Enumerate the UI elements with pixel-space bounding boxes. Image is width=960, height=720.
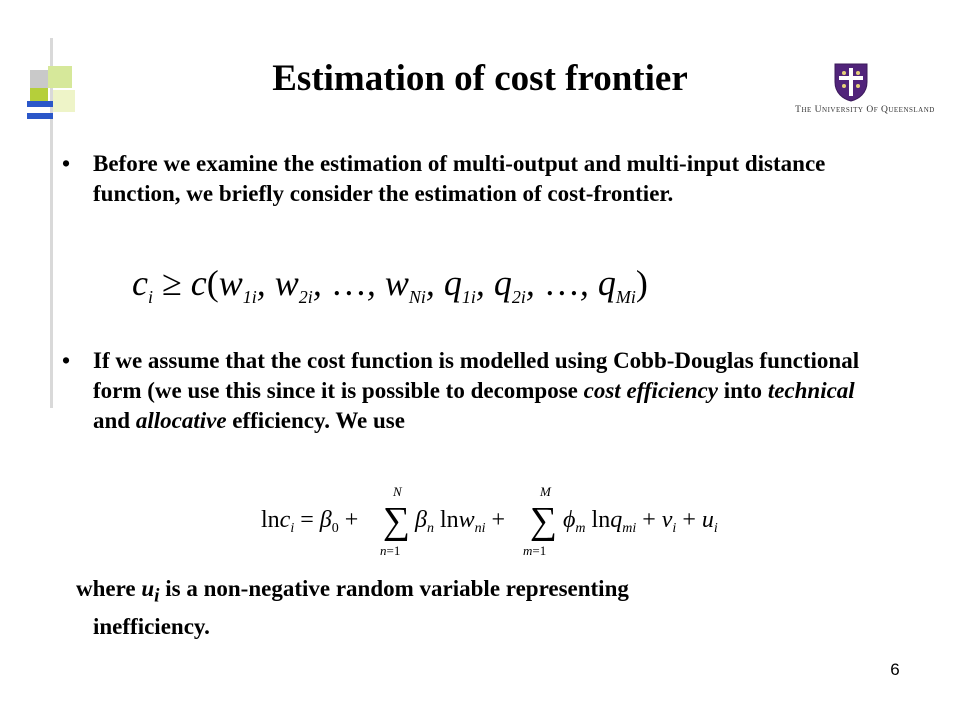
bullet-text [93, 346, 862, 436]
sum-upper-limit: M [540, 484, 551, 499]
where-text: is a non-negative random variable representing [159, 576, 629, 601]
bullet-item [62, 149, 862, 209]
logo-text: The University Of Queensland [795, 105, 935, 115]
decorative-square [48, 66, 72, 88]
cobb-douglas-equation [255, 483, 775, 563]
sum-lower-limit: m=1 [523, 543, 547, 558]
decorative-square [53, 90, 75, 112]
slide-title: Estimation of cost frontier [272, 58, 688, 99]
decorative-blue-bar [27, 101, 53, 107]
where-note [76, 574, 896, 642]
university-logo [790, 62, 940, 122]
bullet-text: Before we examine the estimation of multi-output and multi-input distance function, we briefly consider the estimation of cost-frontier. [93, 151, 826, 206]
bullet-text-segment: and [93, 408, 136, 433]
where-variable: u [141, 576, 155, 601]
sum-lower-limit: n=1 [380, 543, 401, 558]
page-number: 6 [890, 660, 900, 679]
bullet-icon: • [62, 348, 71, 373]
where-subscript: i [154, 585, 160, 607]
decorative-blue-bar [27, 113, 53, 119]
bullet-text-segment: If we assume that the cost function is modelled using Cobb-Douglas functional form (we use this since it is possible to decompose [93, 348, 860, 403]
emphasis-cost-efficiency: cost efficiency [583, 378, 718, 403]
emphasis-technical: technical [767, 378, 855, 403]
equation-term: $\phi_m$ $\ln q_{mi} + v_i + u_i$ [563, 507, 718, 536]
bullet-item [62, 346, 862, 436]
bullet-icon: • [62, 151, 71, 176]
where-text: inefficiency. [93, 613, 210, 639]
cost-frontier-inequality: $c_i \ge c(w_{1i}$, $w_{2i}$, …, $w_{Ni}$, $q_{1i}$, $q_{2i}$, …, $q_{Mi}$) [132, 263, 648, 308]
equation-term: $\beta_n$ lnw$_{ni}$ + [415, 507, 506, 536]
equation-lhs: $\ln c_i = \beta_0$ + [261, 507, 359, 536]
emphasis-allocative: allocative [135, 408, 227, 433]
sum-icon: ∑ [383, 500, 411, 542]
sum-upper-limit: N [393, 484, 402, 499]
where-text: where [76, 576, 142, 601]
decorative-square [30, 70, 48, 88]
sum-icon: ∑ [530, 500, 558, 542]
bullet-text-segment: efficiency. We use [226, 408, 405, 433]
decorative-square [30, 88, 48, 102]
bullet-text-segment: into [717, 378, 768, 403]
crest-icon [833, 62, 869, 102]
